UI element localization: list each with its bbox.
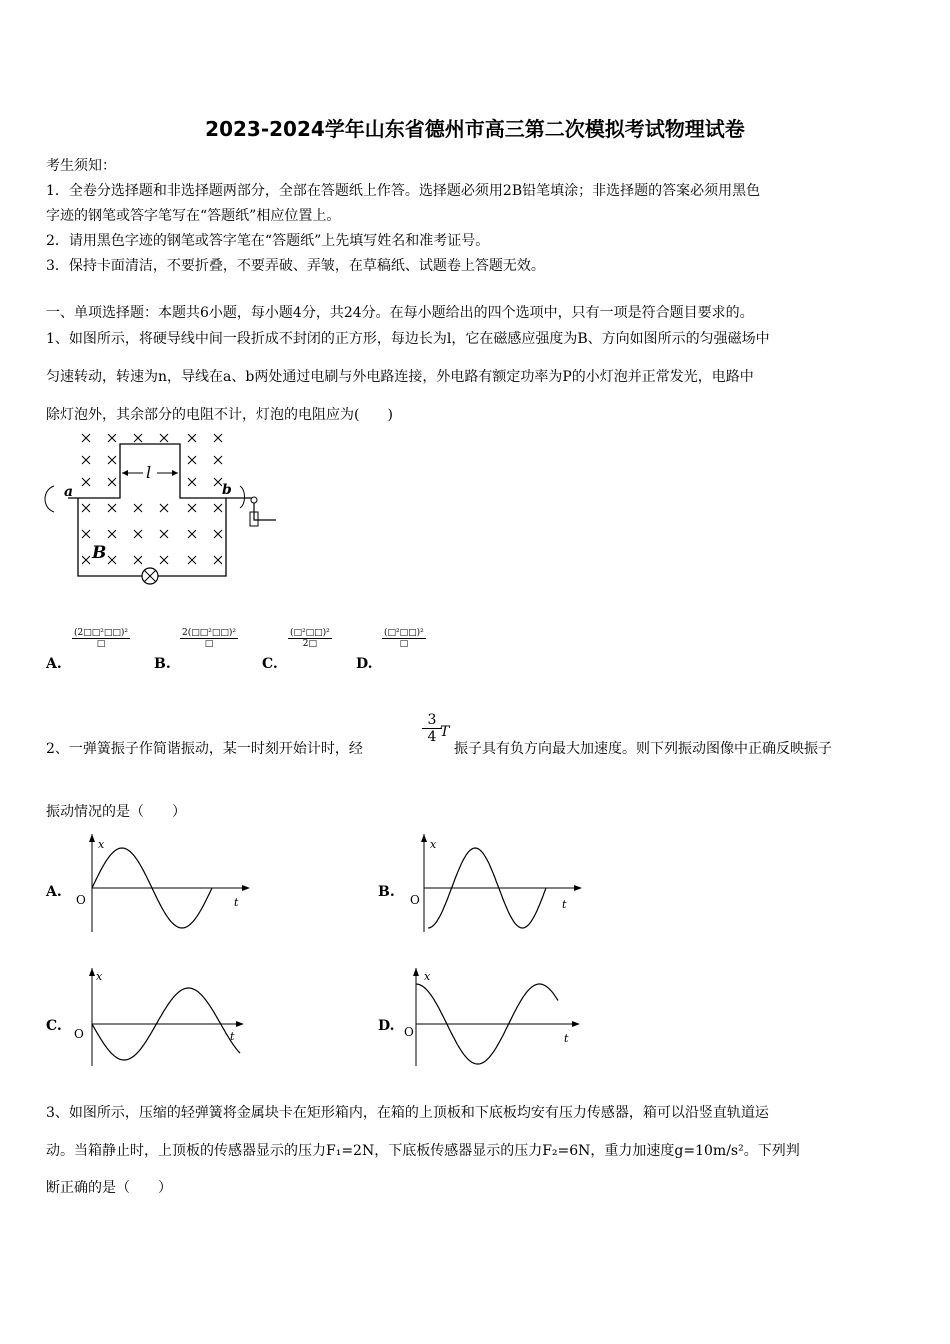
field-cross-icon	[108, 434, 116, 442]
q1-options	[46, 628, 446, 672]
field-cross-icon	[82, 434, 90, 442]
q1-line: 1、如图所示，将硬导线中间一段折成不封闭的正方形，每边长为l，它在磁感应强度为B、方向如图所示的匀强磁场中	[46, 331, 770, 347]
field-cross-icon	[214, 456, 222, 464]
option-c[interactable]: C.	[46, 1018, 62, 1034]
label-B: B	[92, 543, 107, 563]
section-heading: 一、单项选择题：本题共6小题，每小题4分，共24分。在每小题给出的四个选项中，只有一项是符合题目要求的。	[46, 305, 754, 321]
notice-item: 字迹的钢笔或答字笔写在“答题纸”相应位置上。	[46, 208, 341, 224]
field-cross-icon	[214, 504, 222, 512]
axis-t-label: t	[562, 898, 567, 911]
q2-line-2: 振动情况的是（ ）	[46, 804, 186, 820]
axis-x-label: x	[424, 970, 431, 983]
notice-item: 1．全卷分选择题和非选择题两部分，全部在答题纸上作答。选择题必须用2B铅笔填涂；非选择题的答案必须用黑色	[46, 183, 761, 199]
q2-line-a: 2、一弹簧振子作简谐振动，某一时刻开始计时，经	[46, 741, 363, 757]
axis-t-label: t	[230, 1030, 235, 1043]
field-cross-icon	[108, 478, 116, 486]
field-cross-icon	[134, 556, 142, 564]
field-cross-icon	[108, 556, 116, 564]
axis-x-label: x	[98, 838, 105, 851]
field-cross-icon	[108, 530, 116, 538]
field-cross-icon	[82, 530, 90, 538]
field-cross-icon	[82, 556, 90, 564]
axis-t-label: t	[564, 1032, 569, 1045]
option-b[interactable]: B.	[154, 656, 171, 672]
option-c-formula: (□²□□)² 2□	[290, 628, 330, 649]
axis-t-label: t	[234, 896, 239, 909]
option-a[interactable]: A.	[46, 656, 62, 672]
notice-item: 2．请用黑色字迹的钢笔或答字笔在“答题纸”上先填写姓名和准考证号。	[46, 233, 490, 249]
option-d[interactable]: D.	[356, 656, 373, 672]
field-cross-icon	[82, 504, 90, 512]
origin-label: O	[74, 1027, 84, 1041]
graph-a	[70, 834, 255, 934]
graph-c	[70, 968, 255, 1068]
option-d-formula: (□²□□)² □	[384, 628, 424, 649]
q1-magnetic-field-figure	[40, 428, 285, 590]
field-cross-icon	[214, 530, 222, 538]
option-a[interactable]: A.	[46, 884, 62, 900]
axis-x-label: x	[96, 970, 103, 983]
option-c[interactable]: C.	[262, 656, 278, 672]
option-b[interactable]: B.	[378, 884, 395, 900]
notice-heading: 考生须知：	[46, 158, 116, 174]
field-cross-icon	[188, 478, 196, 486]
field-cross-icon	[108, 456, 116, 464]
q3-line: 动。当箱静止时，上顶板的传感器显示的压力F₁=2N，下底板传感器显示的压力F₂=6N，重力加速度g=10m/s²。下列判	[46, 1143, 800, 1159]
field-cross-icon	[108, 504, 116, 512]
field-cross-icon	[160, 434, 168, 442]
label-l: l	[146, 463, 152, 482]
field-cross-icon	[214, 556, 222, 564]
field-cross-icon	[188, 456, 196, 464]
origin-label: O	[76, 893, 86, 907]
field-cross-icon	[134, 434, 142, 442]
q3-line: 断正确的是（ ）	[46, 1180, 172, 1196]
origin-label: O	[404, 1025, 414, 1039]
field-cross-icon	[214, 478, 222, 486]
field-cross-icon	[160, 504, 168, 512]
field-cross-icon	[160, 530, 168, 538]
field-cross-icon	[188, 504, 196, 512]
field-cross-icon	[188, 530, 196, 538]
option-a-formula: (2□□²□□)² □	[74, 628, 128, 649]
origin-label: O	[410, 893, 420, 907]
field-cross-icon	[82, 456, 90, 464]
option-b-formula: 2(□□²□□)² □	[182, 628, 236, 649]
q2-line-b: 振子具有负方向最大加速度。则下列振动图像中正确反映振子	[454, 741, 832, 757]
field-cross-icon	[188, 434, 196, 442]
graph-b	[402, 834, 587, 934]
q1-line: 匀速转动，转速为n，导线在a、b两处通过电刷与外电路连接，外电路有额定功率为P的小灯泡并正常发光，电路中	[46, 369, 754, 385]
page-title: 2023-2024学年山东省德州市高三第二次模拟考试物理试卷	[205, 117, 745, 141]
field-cross-icon	[82, 478, 90, 486]
field-cross-icon	[160, 556, 168, 564]
q1-line: 除灯泡外，其余部分的电阻不计，灯泡的电阻应为( )	[46, 407, 393, 423]
field-cross-icon	[188, 556, 196, 564]
field-cross-icon	[134, 504, 142, 512]
field-cross-icon	[214, 434, 222, 442]
label-b: b	[222, 482, 232, 498]
graph-d	[402, 968, 587, 1068]
field-cross-icon	[134, 530, 142, 538]
option-d[interactable]: D.	[378, 1018, 395, 1034]
axis-x-label: x	[430, 838, 437, 851]
notice-item: 3．保持卡面清洁，不要折叠，不要弄破、弄皱，在草稿纸、试题卷上答题无效。	[46, 258, 545, 274]
q2-period-T: T	[440, 724, 450, 740]
q2-fraction: 3 4	[422, 712, 442, 745]
q3-line: 3、如图所示，压缩的轻弹簧将金属块卡在矩形箱内，在箱的上顶板和下底板均安有压力传感器，箱可以沿竖直轨道运	[46, 1105, 769, 1121]
label-a: a	[64, 484, 74, 500]
